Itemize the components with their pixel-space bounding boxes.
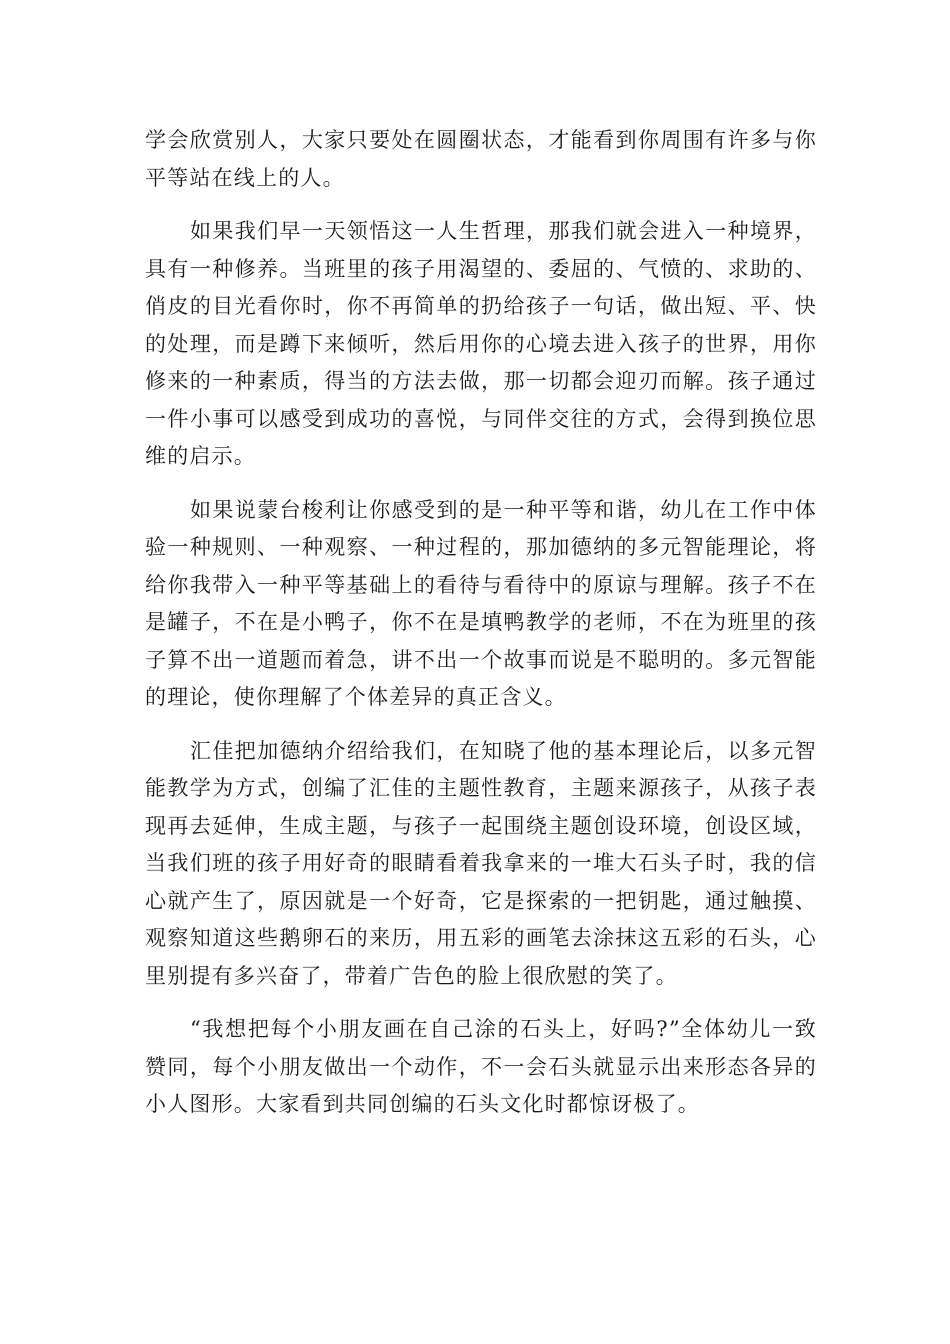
paragraph-2: 如果我们早一天领悟这一人生哲理，那我们就会进入一种境界，具有一种修养。当班里的孩子用渴望的、委屈的、气愤的、求助的、俏皮的目光看你时，你不再简单的扔给孩子一句话，做出短、平、快的处理，而是蹲下来倾听，然后用你的心境去进入孩子的世界，用你修来的一种素质，得当的方法去做，那一切都会迎刃而解。孩子通过一件小事可以感受到成功的喜悦，与同伴交往的方式，会得到换位思维的启示。 [145, 219, 817, 468]
document-body [145, 122, 817, 1124]
paragraph-4: 汇佳把加德纳介绍给我们，在知晓了他的基本理论后，以多元智能教学为方式，创编了汇佳的主题性教育，主题来源孩子，从孩子表现再去延伸，生成主题，与孩子一起围绕主题创设环境，创设区域，当我们班的孩子用好奇的眼睛看着我拿来的一堆大石头子时，我的信心就产生了，原因就是一个好奇，它是探索的一把钥匙，通过触摸、观察知道这些鹅卵石的来历，用五彩的画笔去涂抹这五彩的石头，心里别提有多兴奋了，带着广告色的脸上很欣慰的笑了。 [145, 738, 817, 988]
paragraph-3: 如果说蒙台梭利让你感受到的是一种平等和谐，幼儿在工作中体验一种规则、一种观察、一种过程的，那加德纳的多元智能理论，将给你我带入一种平等基础上的看待与看待中的原谅与理解。孩子不在是罐子，不在是小鸭子，你不在是填鸭教学的老师，不在为班里的孩子算不出一道题而着急，讲不出一个故事而说是不聪明的。多元智能的理论，使你理解了个体差异的真正含义。 [145, 497, 817, 709]
paragraph-5: “我想把每个小朋友画在自己涂的石头上，好吗?”全体幼儿一致赞同，每个小朋友做出一个动作，不一会石头就显示出来形态各异的小人图形。大家看到共同创编的石头文化时都惊讶极了。 [145, 1017, 817, 1116]
paragraph-1: 学会欣赏别人，大家只要处在圆圈状态，才能看到你周围有许多与你平等站在线上的人。 [145, 128, 817, 190]
